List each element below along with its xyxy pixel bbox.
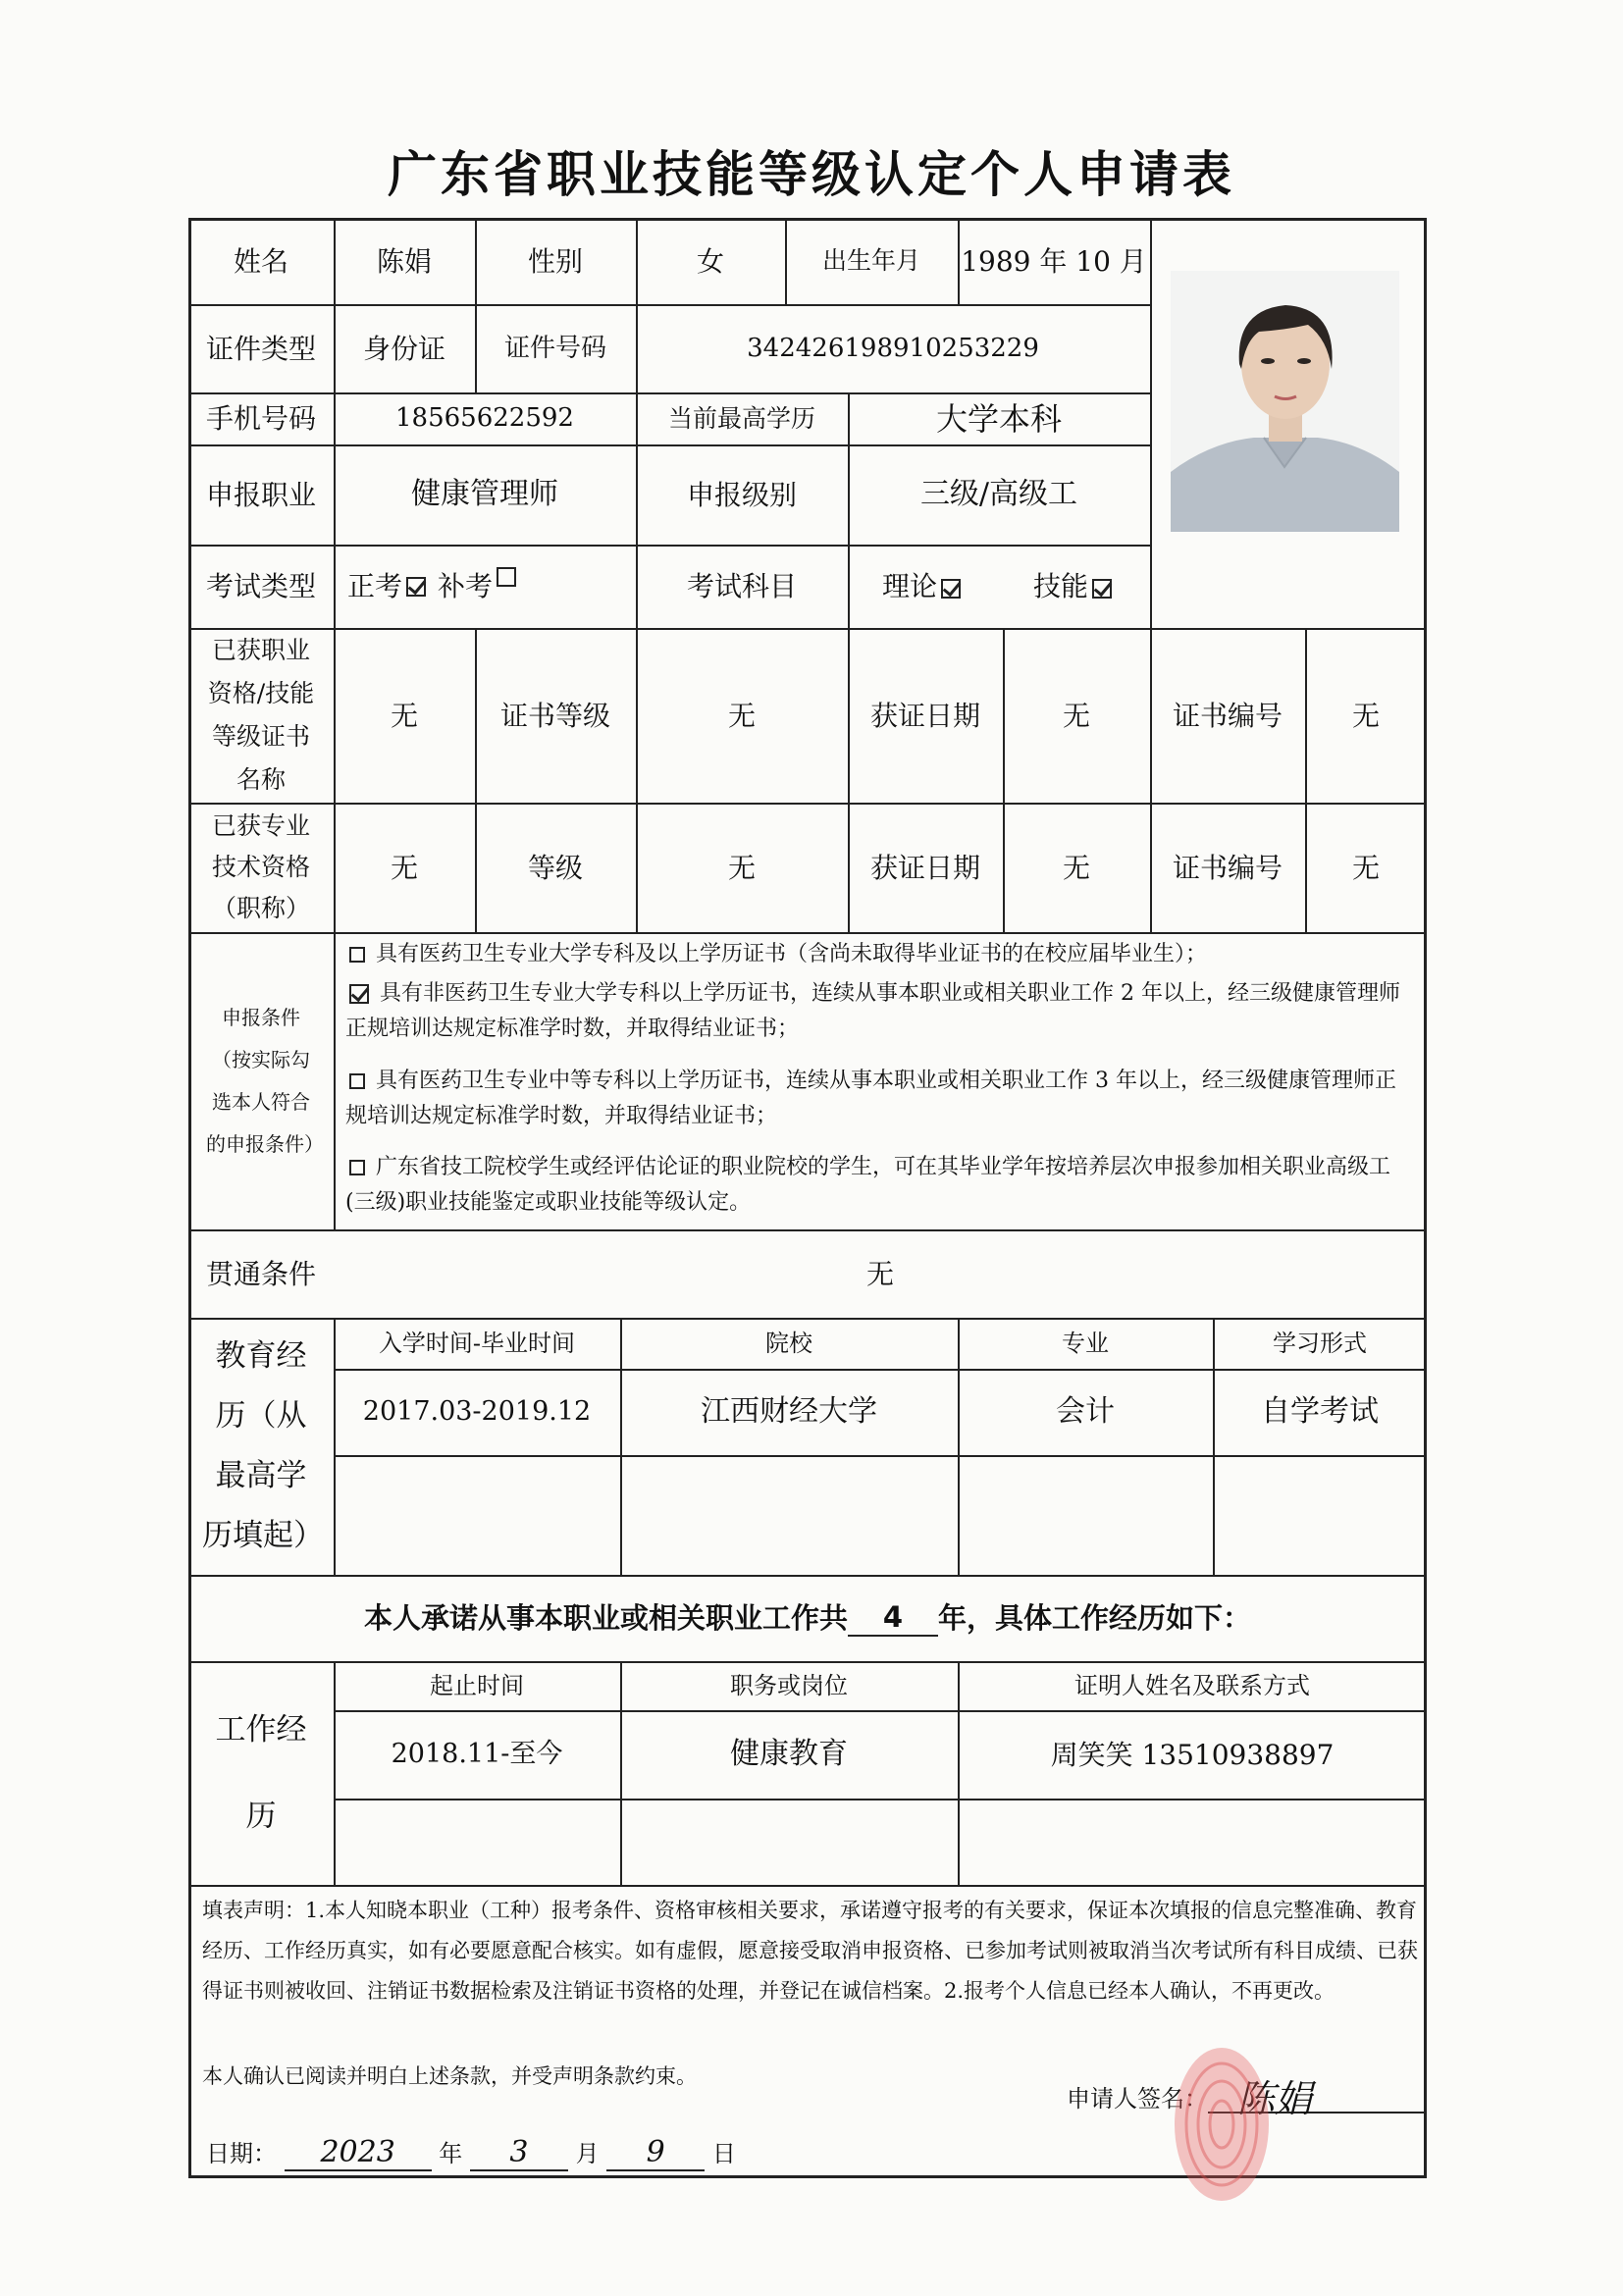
date-year[interactable]: 2023 <box>285 2135 432 2171</box>
title-no-label: 证书编号 <box>1172 851 1283 884</box>
title-date-value: 无 <box>1062 851 1090 884</box>
col-line <box>1150 218 1152 628</box>
edu-header-school: 院校 <box>765 1330 812 1357</box>
date-line <box>206 2134 736 2171</box>
promise-suffix: 年，具体工作经历如下： <box>938 1600 1252 1635</box>
work-cell-position: 健康教育 <box>730 1737 848 1772</box>
declaration-text: 填表声明：1.本人知晓本职业（工种）报考条件、资格审核相关要求，承诺遵守报考的有关要求，保证本次填报的信息完整准确、教育经历、工作经历真实，如有必要愿意配合核实。如有虚假，愿意接受取消申报资格、已参加考试则被取消当次考试所有科目成绩、已获得证书则被收回、注销证书数据检索及注销证书资格的处理，并登记在诚信档案。2.报考个人信息已经本人确认，不再更改。 <box>202 1899 1418 2003</box>
phone-label: 手机号码 <box>205 402 316 435</box>
edu-label: 当前最高学历 <box>667 403 815 433</box>
condition-1-text: 具有医药卫生专业大学专科及以上学历证书（含尚未取得毕业证书的在校应届毕业生）； <box>376 942 1208 966</box>
bukao-label: 补考 <box>438 570 494 602</box>
condition-item-3 <box>345 1064 1413 1134</box>
cert-label: 已获职业资格/技能等级证书名称 <box>207 636 315 794</box>
idno-value: 342426198910253229 <box>747 333 1039 363</box>
work-header-referee: 证明人姓名及联系方式 <box>1074 1672 1310 1699</box>
title-grade-label: 等级 <box>527 851 583 884</box>
subject-label: 考试科目 <box>686 570 797 602</box>
work-label: 工作经历 <box>215 1712 307 1834</box>
promise-prefix: 本人承诺从事本职业或相关职业工作共 <box>363 1600 848 1635</box>
row-line <box>188 1885 1427 1887</box>
cert-no-label: 证书编号 <box>1172 699 1283 732</box>
signature-label: 申请人签名： <box>1067 2085 1208 2113</box>
level-label: 申报级别 <box>686 478 797 511</box>
title-grade-value: 无 <box>727 851 756 884</box>
gender-value: 女 <box>696 244 724 278</box>
condition-2-text: 具有非医药卫生专业大学专科以上学历证书，连续从事本职业或相关职业工作 2 年以上，经三级健康管理师正规培训达规定标准学时数，并取得结业证书； <box>345 981 1400 1041</box>
zhengkao-label: 正考 <box>347 570 403 602</box>
title-cert-label: 已获专业技术资格（职称） <box>211 811 310 922</box>
through-value: 无 <box>865 1257 894 1290</box>
row-line <box>188 932 1427 934</box>
idtype-value: 身份证 <box>362 332 445 365</box>
cert-name-value: 无 <box>390 699 418 732</box>
name-label: 姓名 <box>233 244 288 278</box>
edu-header-major: 专业 <box>1062 1330 1109 1357</box>
edu-cell-period: 2017.03-2019.12 <box>362 1396 592 1428</box>
work-cell-referee: 周笑笑 13510938897 <box>1050 1738 1335 1771</box>
lilun-checkbox[interactable] <box>941 579 961 599</box>
idno-label: 证件号码 <box>503 333 606 363</box>
condition-3-checkbox[interactable] <box>349 1073 365 1089</box>
exam-type-options <box>334 545 636 628</box>
name-value: 陈娟 <box>376 244 432 278</box>
cert-grade-value: 无 <box>727 699 756 732</box>
condition-item-4 <box>345 1150 1413 1221</box>
applicant-photo <box>1171 271 1399 532</box>
gender-label: 性别 <box>527 244 583 278</box>
cert-grade-label: 证书等级 <box>499 699 610 732</box>
year-unit: 年 <box>439 2140 463 2167</box>
work-cell-period: 2018.11-至今 <box>391 1739 563 1770</box>
declaration-confirm: 本人确认已阅读并明白上述条款，并受声明条款约束。 <box>202 2064 697 2088</box>
through-label: 贯通条件 <box>205 1257 316 1290</box>
condition-item-1 <box>345 937 1413 972</box>
edu-value: 大学本科 <box>935 399 1062 438</box>
condition-item-2 <box>345 976 1413 1047</box>
day-unit: 日 <box>711 2140 736 2167</box>
cert-date-label: 获证日期 <box>869 699 980 732</box>
cert-date-value: 无 <box>1062 699 1090 732</box>
education-label: 教育经历（从最高学历填起） <box>202 1338 324 1553</box>
phone-value: 18565622592 <box>395 403 574 434</box>
condition-4-checkbox[interactable] <box>349 1160 365 1175</box>
idtype-label: 证件类型 <box>205 332 316 365</box>
form-title: 广东省职业技能等级认定个人申请表 <box>388 146 1235 203</box>
date-day[interactable]: 9 <box>606 2135 705 2171</box>
job-label: 申报职业 <box>205 478 316 511</box>
birth-value: 1989 年 10 月 <box>961 244 1147 278</box>
promise-years: 4 <box>848 1599 938 1637</box>
conditions-label: 申报条件（按实际勾选本人符合的申报条件） <box>206 1005 324 1156</box>
row-line <box>334 1799 1427 1800</box>
date-month[interactable]: 3 <box>470 2135 568 2171</box>
exam-type-label: 考试类型 <box>205 570 316 602</box>
promise-line <box>188 1575 1427 1661</box>
condition-3-text: 具有医药卫生专业中等专科以上学历证书，连续从事本职业或相关职业工作 3 年以上，经三级健康管理师正规培训达规定标准学时数，并取得结业证书； <box>345 1069 1396 1128</box>
condition-4-text: 广东省技工院校学生或经评估论证的职业院校的学生，可在其毕业学年按培养层次申报参加相关职业高级工(三级)职业技能鉴定或职业技能等级认定。 <box>345 1155 1391 1215</box>
handwritten-signature: 陈娟 <box>1237 2077 1313 2120</box>
row-line <box>334 1455 1427 1457</box>
jineng-checkbox[interactable] <box>1092 579 1112 599</box>
cert-no-value: 无 <box>1351 699 1380 732</box>
job-value: 健康管理师 <box>411 477 558 512</box>
work-header-position: 职务或岗位 <box>730 1672 848 1699</box>
edu-header-mode: 学习形式 <box>1273 1330 1367 1357</box>
level-value: 三级/高级工 <box>919 477 1078 512</box>
title-no-value: 无 <box>1351 851 1380 884</box>
bukao-checkbox[interactable] <box>497 567 516 587</box>
edu-cell-mode: 自学考试 <box>1261 1394 1379 1430</box>
subject-options <box>848 545 1150 628</box>
work-header-period: 起止时间 <box>430 1672 524 1699</box>
zhengkao-checkbox[interactable] <box>406 577 426 597</box>
edu-header-period: 入学时间-毕业时间 <box>378 1330 576 1357</box>
edu-cell-major: 会计 <box>1056 1394 1115 1430</box>
title-date-label: 获证日期 <box>869 851 980 884</box>
title-name-value: 无 <box>390 851 418 884</box>
birth-label: 出生年月 <box>821 246 920 276</box>
date-label: 日期： <box>206 2140 277 2167</box>
month-unit: 月 <box>575 2140 600 2167</box>
jineng-label: 技能 <box>1032 570 1088 602</box>
fingerprint-stamp <box>1168 2041 1276 2208</box>
condition-2-checkbox[interactable] <box>349 984 369 1004</box>
lilun-label: 理论 <box>881 570 937 602</box>
condition-1-checkbox[interactable] <box>349 947 365 963</box>
edu-cell-school: 江西财经大学 <box>701 1394 877 1430</box>
